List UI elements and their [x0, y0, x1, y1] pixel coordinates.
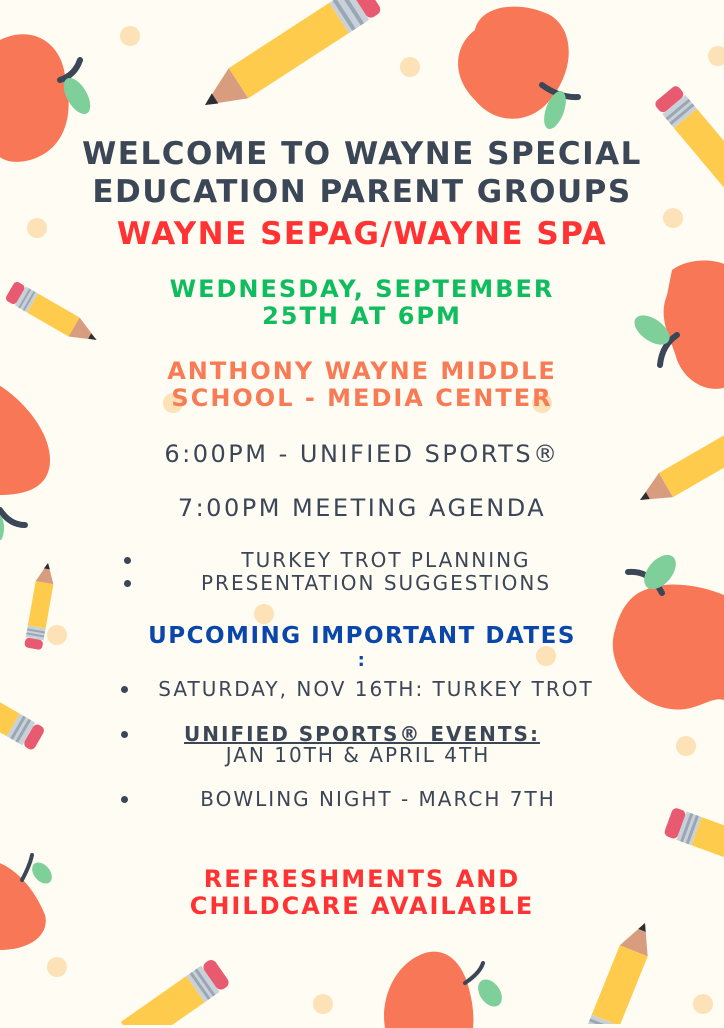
date-line-2: 25TH AT 6PM: [262, 302, 462, 330]
agenda-item: PRESENTATION SUGGESTIONS: [200, 571, 552, 595]
schedule-item-1: 6:00PM - UNIFIED SPORTS®: [164, 440, 560, 468]
footer-line-1: REFRESHMENTS AND: [203, 865, 521, 893]
upcoming-colon: :: [357, 650, 367, 671]
footer-line-2: CHILDCARE AVAILABLE: [189, 892, 535, 920]
date-item: SATURDAY, NOV 16TH: TURKEY TROT: [158, 677, 594, 701]
date-line-1: WEDNESDAY, SEPTEMBER: [169, 275, 555, 303]
location-line-1: ANTHONY WAYNE MIDDLE: [167, 357, 557, 385]
date-item: BOWLING NIGHT - MARCH 7TH: [200, 787, 556, 811]
title-line-1: WELCOME TO WAYNE SPECIAL: [82, 136, 642, 172]
date-item-detail: JAN 10TH & APRIL 4TH: [225, 743, 491, 767]
title-line-2: EDUCATION PARENT GROUPS: [92, 174, 632, 210]
agenda-item: TURKEY TROT PLANNING: [241, 548, 531, 572]
subtitle: WAYNE SEPAG/WAYNE SPA: [116, 216, 608, 252]
upcoming-heading: UPCOMING IMPORTANT DATES: [148, 623, 576, 649]
date-item-heading: UNIFIED SPORTS® EVENTS:: [184, 722, 540, 746]
location-line-2: SCHOOL - MEDIA CENTER: [171, 384, 553, 412]
schedule-item-2: 7:00PM MEETING AGENDA: [177, 494, 547, 522]
